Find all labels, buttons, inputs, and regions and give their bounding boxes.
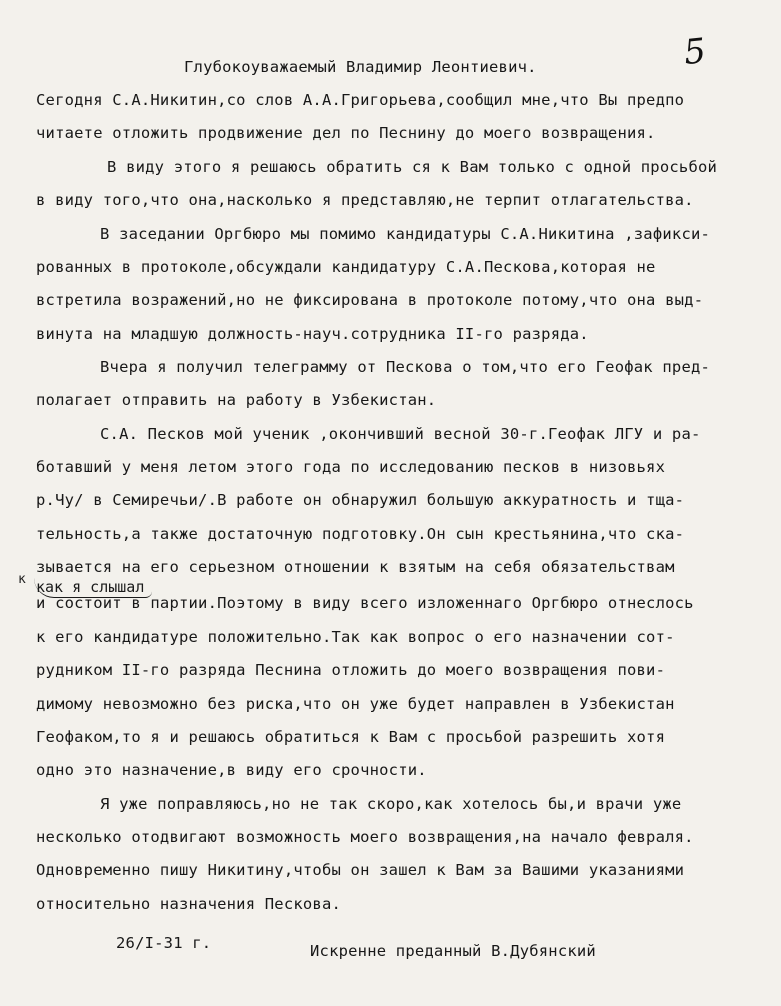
letter-line: винута на младшую должность-науч.сотрудника II-го разряда. [36,325,589,343]
handwritten-insertion: как я слышал [34,578,152,598]
letter-line: Геофаком,то я и решаюсь обратиться к Вам с просьбой разрешить хотя [36,728,666,746]
letter-line: Одновременно пишу Никитину,чтобы он зашел к Вам за Вашими указаниями [36,861,685,879]
letter-line: ботавший у меня летом этого года по исследованию песков в низовьях [36,458,666,476]
letter-line: Сегодня С.А.Никитин,со слов А.А.Григорьева,сообщил мне,что Вы предпо [36,91,685,109]
letter-line: В виду этого я решаюсь обратить ся к Вам только с одной просьбой [107,158,718,176]
letter-line: одно это назначение,в виду его срочности. [36,761,427,779]
letter-line: к его кандидатуре положительно.Так как вопрос о его назначении сот- [36,628,675,646]
letter-line: зывается на его серьезном отношении к взятым на себя обязательствам [36,558,675,576]
signature: Искренне преданный В.Дубянский [310,942,596,960]
letter-line: С.А. Песков мой ученик ,окончивший весной 30-г.Геофак ЛГУ и ра- [100,425,701,443]
letter-date: 26/I-31 г. [116,934,212,952]
letter-line: полагает отправить на работу в Узбекистан. [36,391,437,409]
letter-line: встретила возражений,но не фиксирована в протоколе потому,что она выд- [36,291,704,309]
letter-line: р.Чу/ в Семиречьи/.В работе он обнаружил большую аккуратность и тща- [36,491,685,509]
margin-mark: к [18,572,26,587]
letter-line: в виду того,что она,насколько я представляю,не терпит отлагательства. [36,191,694,209]
letter-line: читаете отложить продвижение дел по Песнину до моего возвращения. [36,124,656,142]
letter-line: и состоит в партии.Поэтому в виду всего изложеннаго Оргбюро отнеслось [36,594,694,612]
salutation: Глубокоуважаемый Владимир Леонтиевич. [184,58,537,76]
letter-line: рудником II-го разряда Песнина отложить до моего возвращения пови- [36,661,666,679]
page-number: 5 [681,30,708,74]
letter-line: относительно назначения Пескова. [36,895,342,913]
letter-line: В заседании Оргбюро мы помимо кандидатуры С.А.Никитина ,зафикси- [100,225,711,243]
letter-line: димому невозможно без риска,что он уже будет направлен в Узбекистан [36,695,675,713]
letter-line: Вчера я получил телеграмму от Пескова о том,что его Геофак пред- [100,358,711,376]
letter-line: тельность,а также достаточную подготовку.Он сын крестьянина,что ска- [36,525,685,543]
letter-line: несколько отодвигают возможность моего возвращения,на начало февраля. [36,828,694,846]
letter-line: Я уже поправляюсь,но не так скоро,как хотелось бы,и врачи уже [100,795,682,813]
letter-line: рованных в протоколе,обсуждали кандидатуру С.А.Пескова,которая не [36,258,656,276]
